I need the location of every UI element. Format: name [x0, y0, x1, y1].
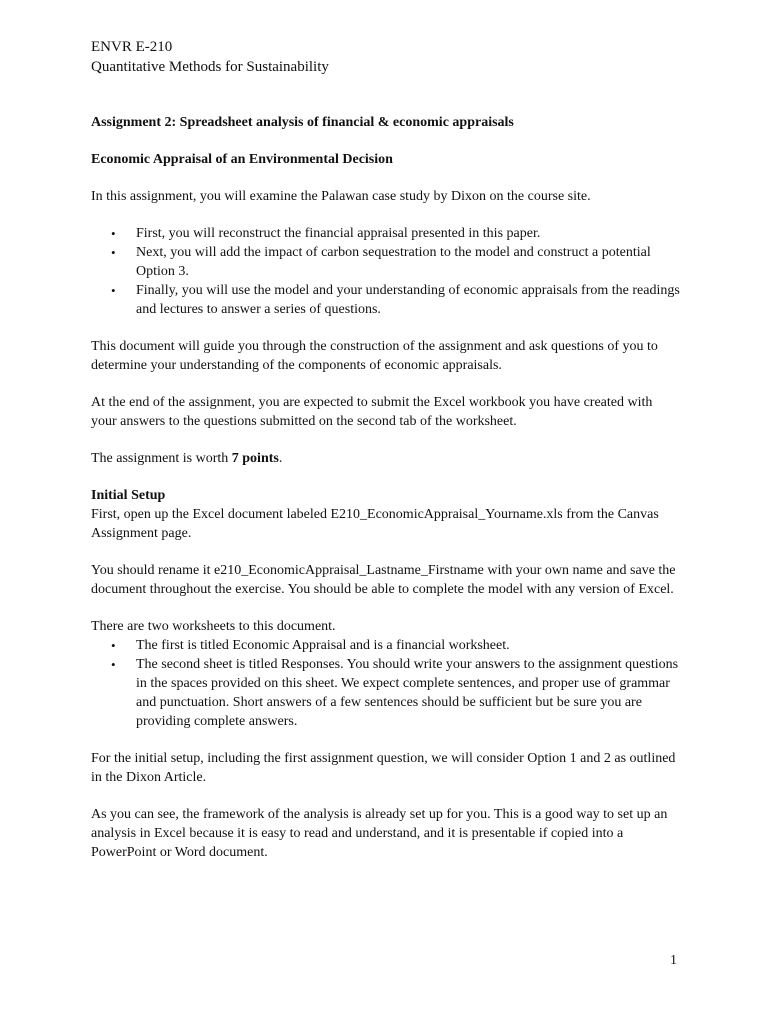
worksheets-intro: There are two worksheets to this document. — [91, 619, 336, 634]
worth-suffix: . — [278, 451, 283, 466]
guide-paragraph: This document will guide you through the construction of the assignment and ask questions of you to determine your understanding of the components of economic appraisals. — [91, 339, 658, 373]
submit-paragraph: At the end of the assignment, you are expected to submit the Excel workbook you have created with your answers to the questions submitted on the second tab of the worksheet. — [91, 395, 653, 429]
initial-setup-heading: Initial Setup — [91, 488, 166, 503]
course-code: ENVR E-210 — [91, 39, 173, 55]
document-page — [91, 37, 681, 862]
page-number: 1 — [670, 953, 677, 968]
bullet-icon: • — [111, 226, 116, 241]
list-item — [91, 243, 681, 281]
bullet-icon: • — [111, 638, 116, 653]
list-item — [91, 224, 681, 243]
points-value: 7 points — [231, 451, 279, 466]
framework-paragraph: As you can see, the framework of the analysis is already set up for you. This is a good way to set up an analysis in Excel because it is easy to read and understand, and it is presentable if copied into a PowerPoint or Word document. — [91, 807, 668, 860]
list-item — [91, 636, 681, 655]
task-list — [91, 224, 681, 319]
section-title: Economic Appraisal of an Environmental Decision — [91, 152, 393, 167]
course-title: Quantitative Methods for Sustainability — [91, 59, 329, 75]
bullet-icon: • — [111, 283, 116, 298]
worksheet-list — [91, 636, 681, 731]
worksheet-text: The first is titled Economic Appraisal and is a financial worksheet. — [136, 638, 510, 653]
task-text: First, you will reconstruct the financial appraisal presented in this paper. — [136, 226, 541, 241]
bullet-icon: • — [111, 245, 116, 260]
worth-prefix: The assignment is worth — [91, 451, 232, 466]
rename-paragraph: You should rename it e210_EconomicAppraisal_Lastname_Firstname with your own name and save the document throughout the exercise. You should be able to complete the model with any version of Excel. — [91, 563, 676, 597]
intro-paragraph: In this assignment, you will examine the Palawan case study by Dixon on the course site. — [91, 189, 591, 204]
options-paragraph: For the initial setup, including the first assignment question, we will consider Option 1 and 2 as outlined in the Dixon Article. — [91, 751, 676, 785]
worksheet-text: The second sheet is titled Responses. You should write your answers to the assignment questions in the spaces provided on this sheet. We expect complete sentences, and proper use of grammar and punctuation. Short answers of a few sentences should be sufficient but be sure you are providing complete answers. — [136, 657, 679, 729]
assignment-title: Assignment 2: Spreadsheet analysis of financial & economic appraisals — [91, 115, 514, 130]
bullet-icon: • — [111, 657, 116, 672]
worth-paragraph — [91, 449, 681, 468]
task-text: Next, you will add the impact of carbon sequestration to the model and construct a potential Option 3. — [136, 245, 651, 279]
list-item — [91, 281, 681, 319]
task-text: Finally, you will use the model and your understanding of economic appraisals from the readings and lectures to answer a series of questions. — [136, 283, 680, 317]
list-item — [91, 655, 681, 731]
open-file-paragraph: First, open up the Excel document labeled E210_EconomicAppraisal_Yourname.xls from the Canvas Assignment page. — [91, 507, 659, 541]
